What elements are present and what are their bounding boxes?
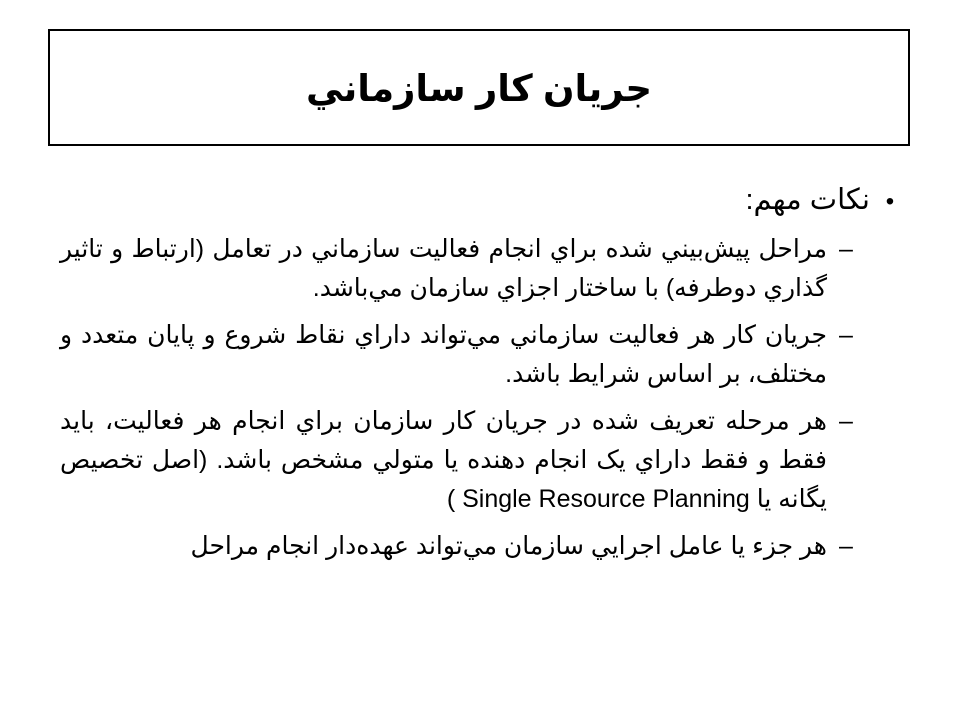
dash-icon: – [839,407,853,435]
dash-icon: – [839,532,853,560]
sub-bullet-item [60,230,910,308]
dash-icon: – [839,321,853,349]
bullet-dot-icon: • [885,188,895,215]
dash-icon: – [839,235,853,263]
sub-bullet-text: هر مرحله تعريف شده در جريان كار سازمان براي انجام هر فعاليت، بايد فقط و فقط داراي يک انجام دهنده يا متولي مشخص باشد. (اصل تخصيص يگانه يا Single Resource Planning ) [60,407,827,513]
slide-title-box [48,29,910,146]
slide-title: جريان كار سازماني [305,68,653,109]
bullet-heading-row [60,178,910,224]
sub-bullet-list [60,230,910,566]
sub-bullet-text: جريان كار هر فعاليت سازماني مي‌تواند داراي نقاط شروع و پايان متعدد و مختلف، بر اساس شرايط باشد. [60,321,827,388]
sub-bullet-item [60,402,910,519]
sub-bullet-item [60,316,910,394]
sub-bullet-item [60,527,910,566]
sub-bullet-text: مراحل پيش‌بيني شده براي انجام فعاليت سازماني در تعامل (ارتباط و تاثير گذاري دوطرفه) با ساختار اجزاي سازمان مي‌باشد. [60,235,827,302]
sub-bullet-text: هر جزء يا عامل اجرايي سازمان مي‌تواند عهده‌دار انجام مراحل [190,532,827,560]
bullet-heading: نكات مهم: [745,184,870,216]
slide-content [60,178,910,574]
